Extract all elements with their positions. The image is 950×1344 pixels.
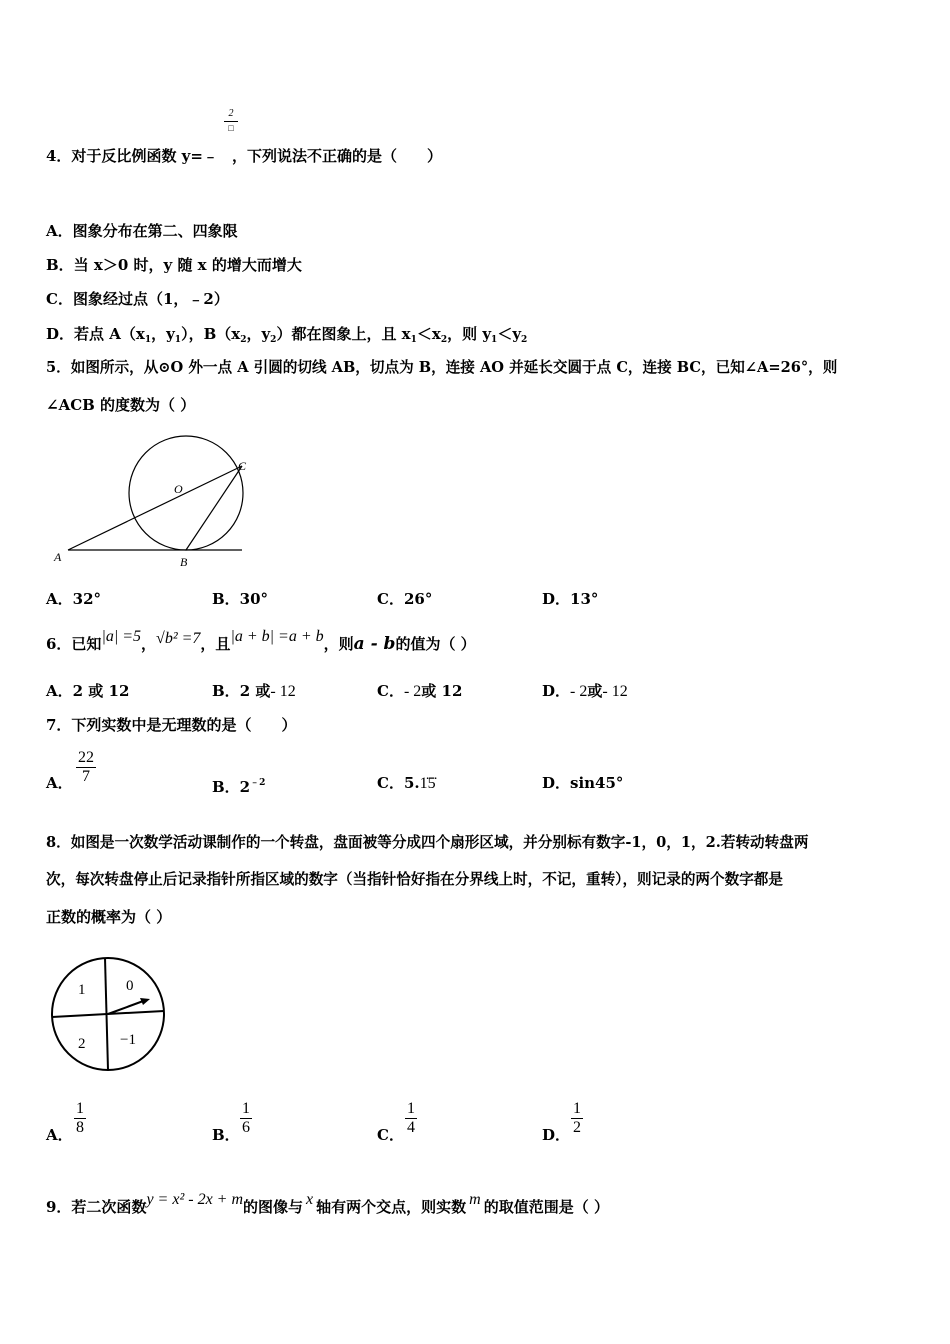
q6-text-4: ，则 xyxy=(323,635,354,653)
q8-spinner-pointer-head xyxy=(140,998,150,1005)
q5-stem-line1: 5．如图所示，从⊙O 外一点 A 引圆的切线 AB，切点为 B，连接 AO 并延长交圆于点 C，连接 BC，已知∠A=26°，则 xyxy=(46,359,838,376)
q5-label-b: B xyxy=(180,555,188,569)
q8-spinner-label-2: 2 xyxy=(78,1036,86,1052)
q7-option-c: C．5.1̇5̇ xyxy=(377,774,436,792)
q6-text-3: ，且 xyxy=(200,635,231,653)
q5-figure xyxy=(50,430,260,575)
q4-option-b: B．当 x＞0 时，y 随 x 的增大而增大 xyxy=(46,256,302,274)
q7-a-den: 7 xyxy=(82,768,90,785)
q6-math-sqrt: √b² =7 xyxy=(156,630,201,647)
q8-stem-line2: 次，每次转盘停止后记录指针所指区域的数字（当指针恰好指在分界线上时，不记，重转），则记录的两个数字都是 xyxy=(46,871,783,888)
q6-option-d: D．- 2或- 12 xyxy=(542,682,628,700)
q4-fraction xyxy=(224,108,238,134)
q5-option-a: A．32° xyxy=(46,590,102,608)
q7-stem: 7．下列实数中是无理数的是（ ） xyxy=(46,716,297,734)
q4-frac-den: □ xyxy=(228,123,234,133)
q9-math-x: x xyxy=(306,1191,314,1208)
q5-line-ac xyxy=(68,466,242,550)
q9-text-2: 的图像与 xyxy=(243,1198,304,1216)
q6-math-diff: a - b xyxy=(353,634,396,654)
q6-text-2: ， xyxy=(141,635,157,653)
q5-line-bc xyxy=(186,466,242,550)
q5-label-o: O xyxy=(174,482,183,496)
q8-stem-line3: 正数的概率为（ ） xyxy=(46,908,172,926)
q9-text-3: 轴有两个交点，则实数 xyxy=(316,1198,467,1216)
q8-option-a-label: A． xyxy=(46,1126,73,1144)
q4-text-after: ，下列说法不正确的是（ ） xyxy=(232,147,443,165)
q6-text-5: 的值为（ ） xyxy=(395,635,476,653)
q6-math-abs-a: |a| =5 xyxy=(101,628,142,645)
q5-option-d: D．13° xyxy=(542,590,599,608)
q8-spinner-label-neg1: −1 xyxy=(120,1032,136,1048)
q5-label-c: C xyxy=(238,459,247,473)
q8-option-a-fraction: $\frac{1}{8}$ xyxy=(76,1100,84,1136)
q4-option-c: C．图象经过点（1，﹣2） xyxy=(46,290,229,308)
q5-label-a: A xyxy=(54,550,62,564)
q7-a-num: 22 xyxy=(78,749,94,766)
q5-option-c: C．26° xyxy=(377,590,433,608)
q7-option-b: B．$2^{﹣2}$ xyxy=(212,778,266,796)
q6-text-1: 6．已知 xyxy=(46,635,102,653)
q6-option-b: B．2 或- 12 xyxy=(212,682,296,700)
q8-option-b-fraction: $\frac{1}{6}$ xyxy=(242,1100,250,1136)
q4-option-a: A．图象分布在第二、四象限 xyxy=(46,222,238,240)
q6-option-c: C．- 2或 12 xyxy=(377,682,463,700)
q5-stem-line2: ∠ACB 的度数为（ ） xyxy=(46,396,196,414)
q8-option-b-label: B． xyxy=(212,1126,240,1144)
q7-option-a-label: A． xyxy=(46,774,73,792)
q8-stem-line1: 8．如图是一次数学活动课制作的一个转盘，盘面被等分成四个扇形区域，并分别标有数字-1，0，1，2.若转动转盘两 xyxy=(46,834,809,851)
q6-option-a: A．2 或 12 xyxy=(46,682,130,700)
q9-stem xyxy=(46,1191,609,1218)
q9-math-m: m xyxy=(469,1191,481,1208)
q5-option-b: B．30° xyxy=(212,590,269,608)
q4-frac-num: 2 xyxy=(228,108,234,119)
question-4-stem xyxy=(46,146,218,166)
q7-option-d: D．sin45° xyxy=(542,774,624,792)
q8-option-c-label: C． xyxy=(377,1126,404,1144)
q6-math-abs-sum: |a + b| =a + b xyxy=(230,628,324,645)
q9-text-4: 的取值范围是（ ） xyxy=(483,1198,609,1216)
q4-option-d: D．若点 $A(x_1$，$y_1$），$B(x_2$，$y_2$）都在图象上，且 $x_1<x_2$，则 $y_1<y_2$ xyxy=(46,325,528,345)
q8-spinner-label-0: 0 xyxy=(126,978,134,994)
q9-text-1: 9．若二次函数 xyxy=(46,1198,147,1216)
q6-stem xyxy=(46,628,476,655)
q8-option-d-label: D． xyxy=(542,1126,571,1144)
q8-option-d-fraction: $\frac{1}{2}$ xyxy=(573,1100,581,1136)
q4-frac-bar xyxy=(224,121,238,122)
q7-option-a-fraction xyxy=(76,749,96,786)
q8-spinner xyxy=(50,954,170,1074)
q8-spinner-label-1: 1 xyxy=(78,982,86,998)
q9-math-quadratic: y = x² - 2x + m xyxy=(146,1191,244,1208)
q4-text-before: 4．对于反比例函数 y=﹣ xyxy=(46,147,218,165)
q8-option-c-fraction: $\frac{1}{4}$ xyxy=(407,1100,415,1136)
